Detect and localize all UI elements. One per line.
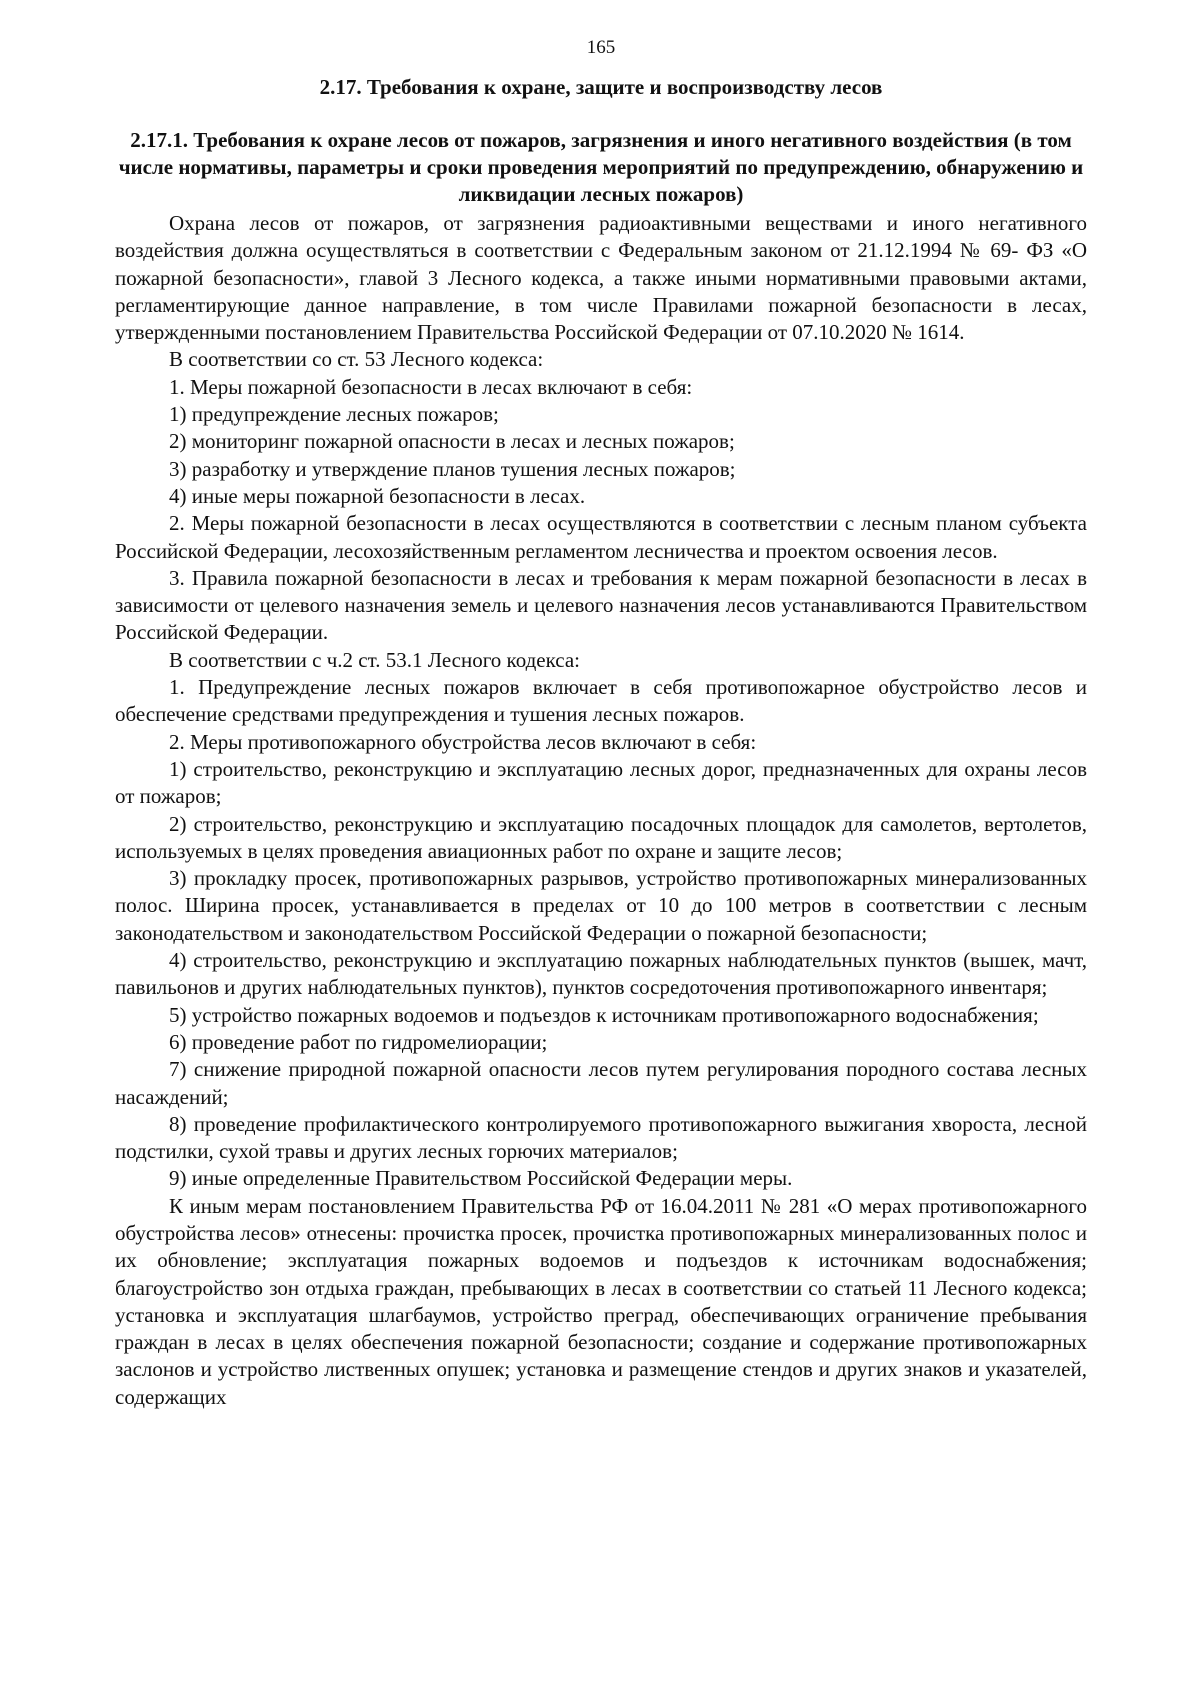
paragraph: 3) прокладку просек, противопожарных разрывов, устройство противопожарных минерализованных полос. Ширина просек, устанавливается в пределах от 10 до 100 метров в соответствии с лесным законодательством и законодательством Российской Федерации о пожарной безопасности; bbox=[115, 866, 1087, 945]
paragraph: Охрана лесов от пожаров, от загрязнения радиоактивными веществами и иного негативного воздействия должна осуществляться в соответствии с Федеральным законом от 21.12.1994 № 69- ФЗ «О пожарной безопасности», главой 3 Лесного кодекса, а также иными нормативными правовыми актами, регламентирующие данное направление, в том числе Правилами пожарной безопасности в лесах, утвержденными постановлением Правительства Российской Федерации от 07.10.2020 № 1614. bbox=[115, 211, 1087, 345]
section-title: 2.17. Требования к охране, защите и воспроизводству лесов bbox=[319, 75, 883, 99]
paragraph: 2) строительство, реконструкцию и эксплуатацию посадочных площадок для самолетов, вертолетов, используемых в целях проведения авиационных работ по охране и защите лесов; bbox=[115, 811, 1087, 863]
paragraph: 1. Меры пожарной безопасности в лесах включают в себя: bbox=[169, 374, 693, 399]
paragraph: 4) строительство, реконструкцию и эксплуатацию пожарных наблюдательных пунктов (вышек, мачт, павильонов и других наблюдательных пунктов), пунктов сосредоточения противопожарного инвентаря; bbox=[115, 948, 1087, 1000]
paragraph: 1. Предупреждение лесных пожаров включает в себя противопожарное обустройство лесов и обеспечение средствами предупреждения и тушения лесных пожаров. bbox=[115, 675, 1087, 727]
paragraph: В соответствии со ст. 53 Лесного кодекса: bbox=[169, 347, 544, 372]
page-number: 165 bbox=[586, 37, 616, 58]
body-text bbox=[115, 210, 1087, 1411]
document-page bbox=[115, 36, 1087, 1411]
paragraph: 1) строительство, реконструкцию и эксплуатацию лесных дорог, предназначенных для охраны лесов от пожаров; bbox=[115, 756, 1087, 809]
paragraph: 8) проведение профилактического контролируемого противопожарного выжигания хвороста, лесной подстилки, сухой травы и других лесных горючих материалов; bbox=[115, 1111, 1087, 1164]
paragraph: 9) иные определенные Правительством Российской Федерации меры. bbox=[169, 1166, 793, 1191]
paragraph: 2. Меры пожарной безопасности в лесах осуществляются в соответствии с лесным планом субъекта Российской Федерации, лесохозяйственным регламентом лесничества и проектом освоения лесов. bbox=[115, 511, 1087, 563]
paragraph: 2. Меры противопожарного обустройства лесов включают в себя: bbox=[169, 729, 757, 754]
paragraph: 6) проведение работ по гидромелиорации; bbox=[169, 1029, 548, 1054]
paragraph: К иным мерам постановлением Правительства РФ от 16.04.2011 № 281 «О мерах противопожарного обустройства лесов» отнесены: прочистка просек, прочистка противопожарных минерализованных полос и их обновление; эксплуатация пожарных водоемов и подъездов к источникам водоснабжения; благоустройство зон отдыха граждан, пребывающих в лесах в соответствии со статьей 11 Лесного кодекса; установка и эксплуатация шлагбаумов, устройство преград, обеспечивающих ограничение пребывания граждан в лесах в целях обеспечения пожарной безопасности; создание и содержание противопожарных заслонов и устройство лиственных опушек; установка и размещение стендов и других знаков и указателей, содержащих bbox=[115, 1193, 1087, 1409]
subsection-title: 2.17.1. Требования к охране лесов от пожаров, загрязнения и иного негативного воздействия (в том числе нормативы, параметры и сроки проведения мероприятий по предупреждению, обнаружению и ликвидации лесных пожаров) bbox=[118, 128, 1084, 206]
paragraph: 7) снижение природной пожарной опасности лесов путем регулирования породного состава лесных насаждений; bbox=[115, 1057, 1087, 1109]
paragraph: 4) иные меры пожарной безопасности в лесах. bbox=[169, 483, 586, 508]
paragraph: В соответствии с ч.2 ст. 53.1 Лесного кодекса: bbox=[169, 647, 581, 672]
paragraph: 2) мониторинг пожарной опасности в лесах и лесных пожаров; bbox=[169, 429, 735, 454]
paragraph: 3. Правила пожарной безопасности в лесах и требования к мерам пожарной безопасности в лесах в зависимости от целевого назначения земель и целевого назначения лесов устанавливаются Правительством Российской Федерации. bbox=[115, 565, 1087, 645]
paragraph: 5) устройство пожарных водоемов и подъездов к источникам противопожарного водоснабжения; bbox=[169, 1002, 1039, 1027]
paragraph: 1) предупреждение лесных пожаров; bbox=[169, 402, 499, 427]
paragraph: 3) разработку и утверждение планов тушения лесных пожаров; bbox=[169, 456, 736, 481]
